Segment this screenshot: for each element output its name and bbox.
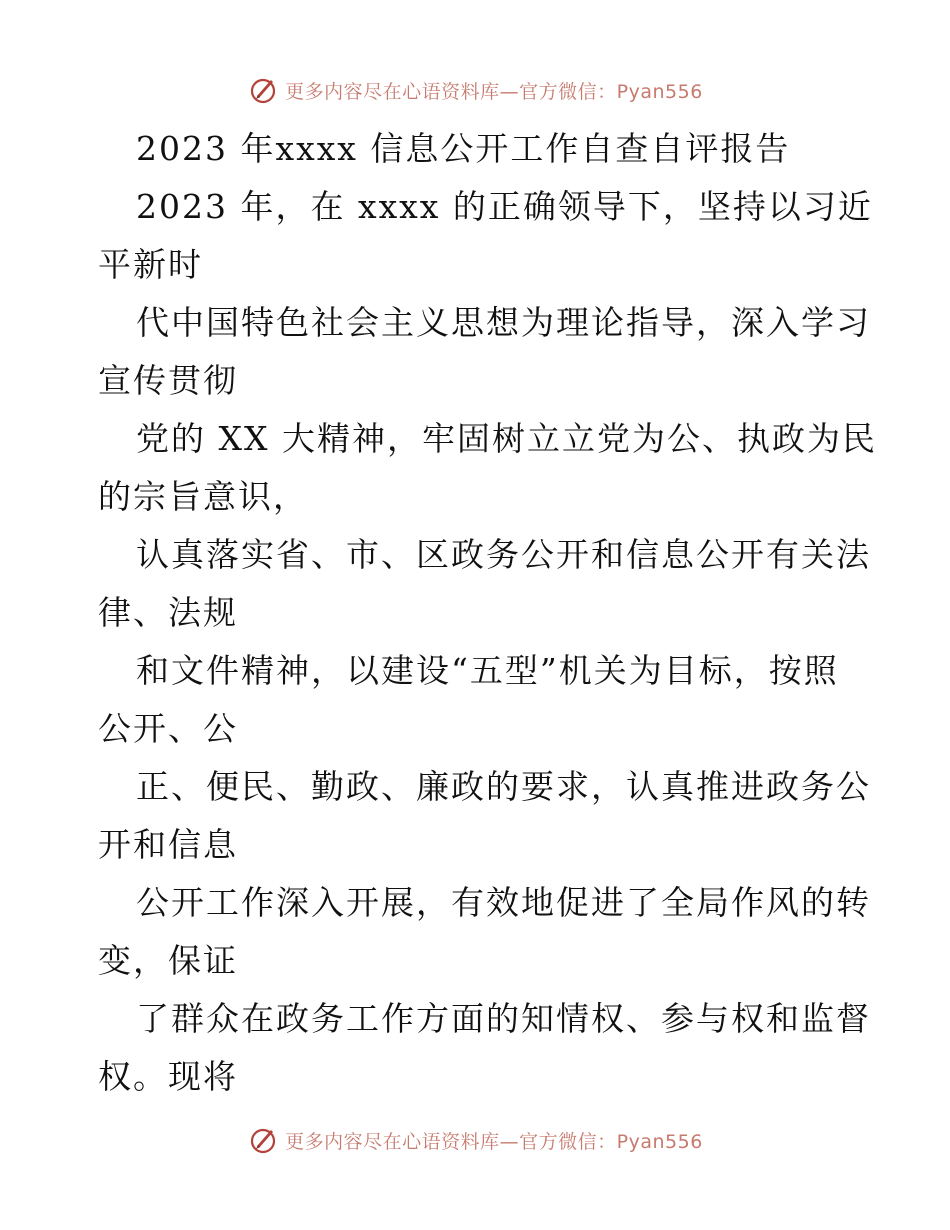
quill-seal-icon xyxy=(247,74,279,106)
paragraph-line: 公开工作深入开展，有效地促进了全局作风的转 xyxy=(136,883,871,922)
paragraph-line: 律、法规 xyxy=(98,593,238,632)
paragraph-line: 党的 XX 大精神，牢固树立立党为公、执政为民 xyxy=(136,419,877,458)
document-title: 2023 年xxxx 信息公开工作自查自评报告 xyxy=(136,129,791,168)
document-body xyxy=(98,120,877,1106)
paragraph-line: 的宗旨意识， xyxy=(98,477,308,516)
paragraph-line: 了群众在政务工作方面的知情权、参与权和监督 xyxy=(136,999,871,1038)
paragraph-line: 和文件精神，以建设“五型”机关为目标，按照 xyxy=(136,651,839,690)
header-watermark xyxy=(0,74,950,106)
watermark-text: 更多内容尽在心语资料库—官方微信：Pyan556 xyxy=(285,80,703,103)
quill-seal-icon xyxy=(247,1124,279,1156)
footer-watermark xyxy=(0,1124,950,1156)
paragraph-line: 宣传贯彻 xyxy=(98,361,238,400)
paragraph-line: 权。现将 xyxy=(98,1057,238,1096)
paragraph-line: 代中国特色社会主义思想为理论指导，深入学习 xyxy=(136,303,871,342)
paragraph-line: 变，保证 xyxy=(98,941,238,980)
paragraph-line: 2023 年，在 xxxx 的正确领导下，坚持以习近 xyxy=(136,187,873,226)
paragraph-line: 开和信息 xyxy=(98,825,238,864)
paragraph-line: 公开、公 xyxy=(98,709,238,748)
paragraph-line: 认真落实省、市、区政务公开和信息公开有关法 xyxy=(136,535,871,574)
watermark-text: 更多内容尽在心语资料库—官方微信：Pyan556 xyxy=(285,1130,703,1153)
paragraph-line: 正、便民、勤政、廉政的要求，认真推进政务公 xyxy=(136,767,871,806)
paragraph-line: 平新时 xyxy=(98,245,203,284)
